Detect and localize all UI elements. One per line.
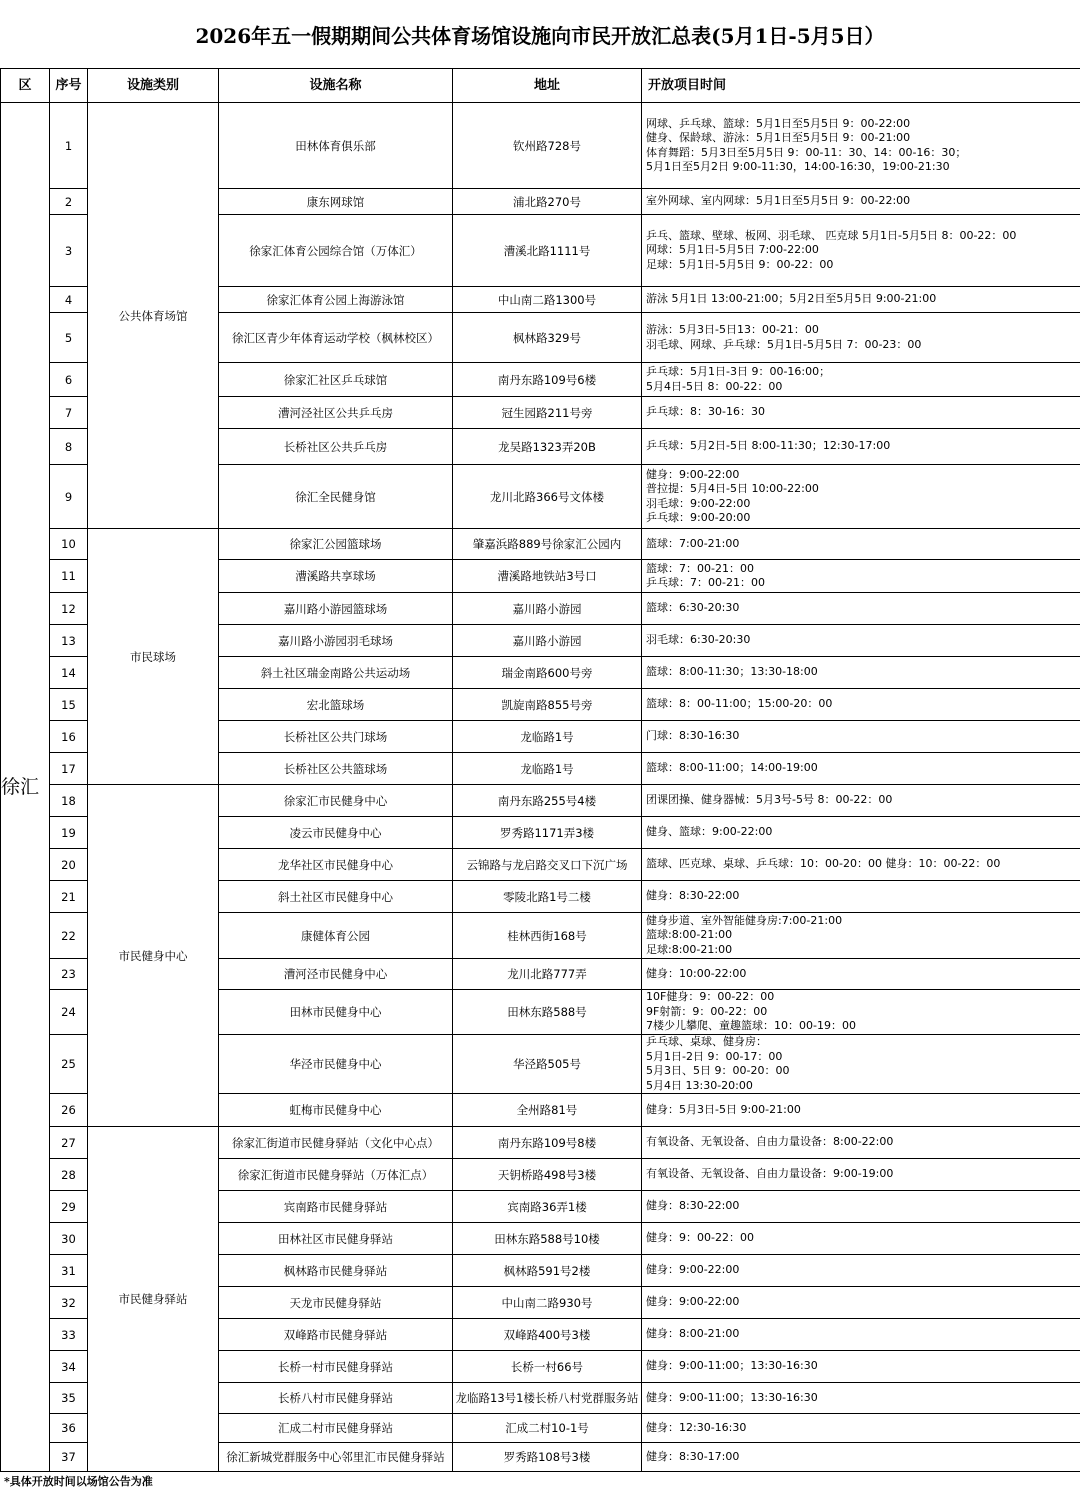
hours-cell: 健身：5月3日-5日 9:00-21:00 (642, 1094, 1080, 1127)
hours-cell: 健身：8:30-17:00 (642, 1443, 1080, 1472)
address-cell: 漕溪路地铁站3号口 (453, 560, 642, 593)
facility-name-cell: 汇成二村市民健身驿站 (219, 1414, 453, 1443)
address-cell: 华泾路505号 (453, 1035, 642, 1094)
facility-name-cell: 徐家汇街道市民健身驿站（文化中心点） (219, 1127, 453, 1159)
address-cell: 宾南路36弄1楼 (453, 1191, 642, 1223)
seq-cell: 1 (50, 103, 88, 189)
header-category: 设施类别 (88, 69, 219, 103)
seq-cell: 27 (50, 1127, 88, 1159)
hours-cell: 团课团操、健身器械：5月3号-5号 8：00-22：00 (642, 785, 1080, 817)
hours-cell: 篮球：8:00-11:30；13:30-18:00 (642, 657, 1080, 689)
facility-name-cell: 徐汇新城党群服务中心邻里汇市民健身驿站 (219, 1443, 453, 1472)
seq-cell: 14 (50, 657, 88, 689)
address-cell: 田林东路588号10楼 (453, 1223, 642, 1255)
table-row (1, 785, 1080, 817)
address-cell: 天钥桥路498号3楼 (453, 1159, 642, 1191)
facility-name-cell: 天龙市民健身驿站 (219, 1287, 453, 1319)
hours-cell: 游泳 5月1日 13:00-21:00；5月2日至5月5日 9:00-21:00 (642, 287, 1080, 313)
hours-cell: 健身步道、室外智能健身房:7:00-21:00 篮球:8:00-21:00 足球:8:00-21:00 (642, 913, 1080, 959)
address-cell: 凯旋南路855号旁 (453, 689, 642, 721)
seq-cell: 31 (50, 1255, 88, 1287)
facility-name-cell: 康东网球馆 (219, 189, 453, 215)
seq-cell: 32 (50, 1287, 88, 1319)
facility-name-cell: 枫林路市民健身驿站 (219, 1255, 453, 1287)
header-address: 地址 (453, 69, 642, 103)
address-cell: 南丹东路109号8楼 (453, 1127, 642, 1159)
seq-cell: 20 (50, 849, 88, 881)
address-cell: 罗秀路1171弄3楼 (453, 817, 642, 849)
hours-cell: 篮球、匹克球、桌球、乒乓球：10：00-20：00 健身：10：00-22：00 (642, 849, 1080, 881)
hours-cell: 健身：9:00-22:00 普拉提：5月4日-5日 10:00-22:00 羽毛球：9:00-22:00 乒乓球：9:00-20:00 (642, 465, 1080, 529)
address-cell: 龙临路1号 (453, 721, 642, 753)
hours-cell: 乒乓、篮球、壁球、板网、羽毛球、 匹克球 5月1日-5月5日 8：00-22：00 网球：5月1日-5月5日 7:00-22:00 足球：5月1日-5月5日 9：00-22：00 (642, 215, 1080, 287)
header-district: 区 (1, 69, 50, 103)
hours-cell: 健身、篮球：9:00-22:00 (642, 817, 1080, 849)
facility-name-cell: 徐汇全民健身馆 (219, 465, 453, 529)
seq-cell: 6 (50, 363, 88, 397)
seq-cell: 36 (50, 1414, 88, 1443)
seq-cell: 17 (50, 753, 88, 785)
hours-cell: 健身：10:00-22:00 (642, 959, 1080, 990)
seq-cell: 7 (50, 397, 88, 429)
address-cell: 中山南二路930号 (453, 1287, 642, 1319)
footnote: *具体开放时间以场馆公告为准 (4, 1475, 153, 1488)
hours-cell: 篮球：7：00-21：00 乒乓球：7：00-21：00 (642, 560, 1080, 593)
category-cell: 市民球场 (88, 529, 219, 785)
seq-cell: 23 (50, 959, 88, 990)
facility-name-cell: 凌云市民健身中心 (219, 817, 453, 849)
seq-cell: 4 (50, 287, 88, 313)
address-cell: 南丹东路109号6楼 (453, 363, 642, 397)
address-cell: 龙川北路777弄 (453, 959, 642, 990)
address-cell: 枫林路591号2楼 (453, 1255, 642, 1287)
address-cell: 零陵北路1号二楼 (453, 881, 642, 913)
address-cell: 双峰路400号3楼 (453, 1319, 642, 1351)
hours-cell: 门球：8:30-16:30 (642, 721, 1080, 753)
table-row (1, 103, 1080, 189)
facility-name-cell: 徐家汇公园篮球场 (219, 529, 453, 560)
facilities-table (0, 68, 1080, 1472)
address-cell: 钦州路728号 (453, 103, 642, 189)
facility-name-cell: 漕河泾市民健身中心 (219, 959, 453, 990)
hours-cell: 篮球：8：00-11:00；15:00-20：00 (642, 689, 1080, 721)
hours-cell: 网球、乒乓球、篮球：5月1日至5月5日 9：00-22:00 健身、保龄球、游泳：5月1日至5月5日 9：00-21:00 体育舞蹈：5月3日至5月5日 9：00-11：30、14：00-16：30； 5月1日至5月2日 9:00-11:30，14:00-16:30，19:00-21:30 (642, 103, 1080, 189)
seq-cell: 21 (50, 881, 88, 913)
facility-name-cell: 徐家汇体育公园综合馆（万体汇） (219, 215, 453, 287)
address-cell: 田林东路588号 (453, 990, 642, 1035)
facility-name-cell: 长桥社区公共乒乓房 (219, 429, 453, 465)
facility-name-cell: 长桥八村市民健身驿站 (219, 1383, 453, 1414)
address-cell: 瑞金南路600号旁 (453, 657, 642, 689)
hours-cell: 乒乓球、桌球、健身房： 5月1日-2日 9：00-17：00 5月3日、5日 9：00-20：00 5月4日 13:30-20:00 (642, 1035, 1080, 1094)
seq-cell: 9 (50, 465, 88, 529)
facility-name-cell: 龙华社区市民健身中心 (219, 849, 453, 881)
hours-cell: 健身：12:30-16:30 (642, 1414, 1080, 1443)
facility-name-cell: 斜土社区瑞金南路公共运动场 (219, 657, 453, 689)
address-cell: 嘉川路小游园 (453, 625, 642, 657)
seq-cell: 15 (50, 689, 88, 721)
seq-cell: 10 (50, 529, 88, 560)
seq-cell: 18 (50, 785, 88, 817)
facility-name-cell: 徐家汇街道市民健身驿站（万体汇点） (219, 1159, 453, 1191)
facility-name-cell: 田林市民健身中心 (219, 990, 453, 1035)
facility-name-cell: 斜土社区市民健身中心 (219, 881, 453, 913)
seq-cell: 30 (50, 1223, 88, 1255)
address-cell: 南丹东路255号4楼 (453, 785, 642, 817)
address-cell: 云锦路与龙启路交叉口下沉广场 (453, 849, 642, 881)
address-cell: 浦北路270号 (453, 189, 642, 215)
header-seq: 序号 (50, 69, 88, 103)
hours-cell: 游泳：5月3日-5日13：00-21：00 羽毛球、网球、乒乓球：5月1日-5月5日 7：00-23：00 (642, 313, 1080, 363)
hours-cell: 篮球：6:30-20:30 (642, 593, 1080, 625)
seq-cell: 34 (50, 1351, 88, 1383)
table-row (1, 529, 1080, 560)
table-body (1, 103, 1080, 1472)
table-row (1, 1127, 1080, 1159)
address-cell: 漕溪北路1111号 (453, 215, 642, 287)
address-cell: 嘉川路小游园 (453, 593, 642, 625)
hours-cell: 健身：8:30-22:00 (642, 1191, 1080, 1223)
address-cell: 枫林路329号 (453, 313, 642, 363)
seq-cell: 16 (50, 721, 88, 753)
facility-name-cell: 长桥社区公共篮球场 (219, 753, 453, 785)
seq-cell: 37 (50, 1443, 88, 1472)
address-cell: 汇成二村10-1号 (453, 1414, 642, 1443)
seq-cell: 2 (50, 189, 88, 215)
header-hours: 开放项目时间 (642, 69, 1080, 103)
seq-cell: 28 (50, 1159, 88, 1191)
address-cell: 龙川北路366号文体楼 (453, 465, 642, 529)
facility-name-cell: 双峰路市民健身驿站 (219, 1319, 453, 1351)
facility-name-cell: 嘉川路小游园羽毛球场 (219, 625, 453, 657)
hours-cell: 健身：8:30-22:00 (642, 881, 1080, 913)
district-cell: 徐汇 (1, 103, 50, 1472)
facility-name-cell: 宏北篮球场 (219, 689, 453, 721)
hours-cell: 健身：8:00-21:00 (642, 1319, 1080, 1351)
facility-name-cell: 徐汇区青少年体育运动学校（枫林校区） (219, 313, 453, 363)
facility-name-cell: 宾南路市民健身驿站 (219, 1191, 453, 1223)
address-cell: 全州路81号 (453, 1094, 642, 1127)
facility-name-cell: 虹梅市民健身中心 (219, 1094, 453, 1127)
hours-cell: 篮球：8:00-11:00；14:00-19:00 (642, 753, 1080, 785)
facility-name-cell: 长桥一村市民健身驿站 (219, 1351, 453, 1383)
address-cell: 龙临路1号 (453, 753, 642, 785)
hours-cell: 健身：9:00-22:00 (642, 1287, 1080, 1319)
facility-name-cell: 华泾市民健身中心 (219, 1035, 453, 1094)
header-row (1, 69, 1080, 103)
address-cell: 肇嘉浜路889号徐家汇公园内 (453, 529, 642, 560)
seq-cell: 29 (50, 1191, 88, 1223)
facility-name-cell: 漕河泾社区公共乒乓房 (219, 397, 453, 429)
hours-cell: 健身：9:00-11:00；13:30-16:30 (642, 1383, 1080, 1414)
address-cell: 龙吴路1323弄20B (453, 429, 642, 465)
page-title: 2026年五一假期期间公共体育场馆设施向市民开放汇总表(5月1日-5月5日） (195, 23, 885, 48)
seq-cell: 13 (50, 625, 88, 657)
header-name: 设施名称 (219, 69, 453, 103)
seq-cell: 3 (50, 215, 88, 287)
facility-name-cell: 康健体育公园 (219, 913, 453, 959)
hours-cell: 健身：9：00-22：00 (642, 1223, 1080, 1255)
seq-cell: 26 (50, 1094, 88, 1127)
hours-cell: 羽毛球：6:30-20:30 (642, 625, 1080, 657)
hours-cell: 有氧设备、无氧设备、自由力量设备：9:00-19:00 (642, 1159, 1080, 1191)
category-cell: 公共体育场馆 (88, 103, 219, 529)
hours-cell: 10F健身：9：00-22：00 9F射箭：9：00-22：00 7楼少儿攀爬、童趣篮球：10：00-19：00 (642, 990, 1080, 1035)
category-cell: 市民健身中心 (88, 785, 219, 1127)
seq-cell: 19 (50, 817, 88, 849)
seq-cell: 8 (50, 429, 88, 465)
address-cell: 罗秀路108号3楼 (453, 1443, 642, 1472)
hours-cell: 健身：9:00-22:00 (642, 1255, 1080, 1287)
address-cell: 长桥一村66号 (453, 1351, 642, 1383)
address-cell: 桂林西街168号 (453, 913, 642, 959)
hours-cell: 有氧设备、无氧设备、自由力量设备：8:00-22:00 (642, 1127, 1080, 1159)
hours-cell: 室外网球、室内网球：5月1日至5月5日 9：00-22:00 (642, 189, 1080, 215)
seq-cell: 35 (50, 1383, 88, 1414)
hours-cell: 健身：9:00-11:00；13:30-16:30 (642, 1351, 1080, 1383)
address-cell: 冠生园路211号旁 (453, 397, 642, 429)
facility-name-cell: 长桥社区公共门球场 (219, 721, 453, 753)
hours-cell: 乒乓球：5月2日-5日 8:00-11:30；12:30-17:00 (642, 429, 1080, 465)
seq-cell: 5 (50, 313, 88, 363)
facility-name-cell: 徐家汇体育公园上海游泳馆 (219, 287, 453, 313)
seq-cell: 25 (50, 1035, 88, 1094)
seq-cell: 22 (50, 913, 88, 959)
seq-cell: 11 (50, 560, 88, 593)
hours-cell: 篮球：7:00-21:00 (642, 529, 1080, 560)
hours-cell: 乒乓球：8：30-16：30 (642, 397, 1080, 429)
seq-cell: 24 (50, 990, 88, 1035)
hours-cell: 乒乓球：5月1日-3日 9：00-16:00； 5月4日-5日 8：00-22：00 (642, 363, 1080, 397)
address-cell: 龙临路13号1楼长桥八村党群服务站 (453, 1383, 642, 1414)
facility-name-cell: 田林社区市民健身驿站 (219, 1223, 453, 1255)
facility-name-cell: 漕溪路共享球场 (219, 560, 453, 593)
facility-name-cell: 田林体育俱乐部 (219, 103, 453, 189)
facility-name-cell: 嘉川路小游园篮球场 (219, 593, 453, 625)
facility-name-cell: 徐家汇市民健身中心 (219, 785, 453, 817)
seq-cell: 12 (50, 593, 88, 625)
facility-name-cell: 徐家汇社区乒乓球馆 (219, 363, 453, 397)
address-cell: 中山南二路1300号 (453, 287, 642, 313)
category-cell: 市民健身驿站 (88, 1127, 219, 1472)
seq-cell: 33 (50, 1319, 88, 1351)
